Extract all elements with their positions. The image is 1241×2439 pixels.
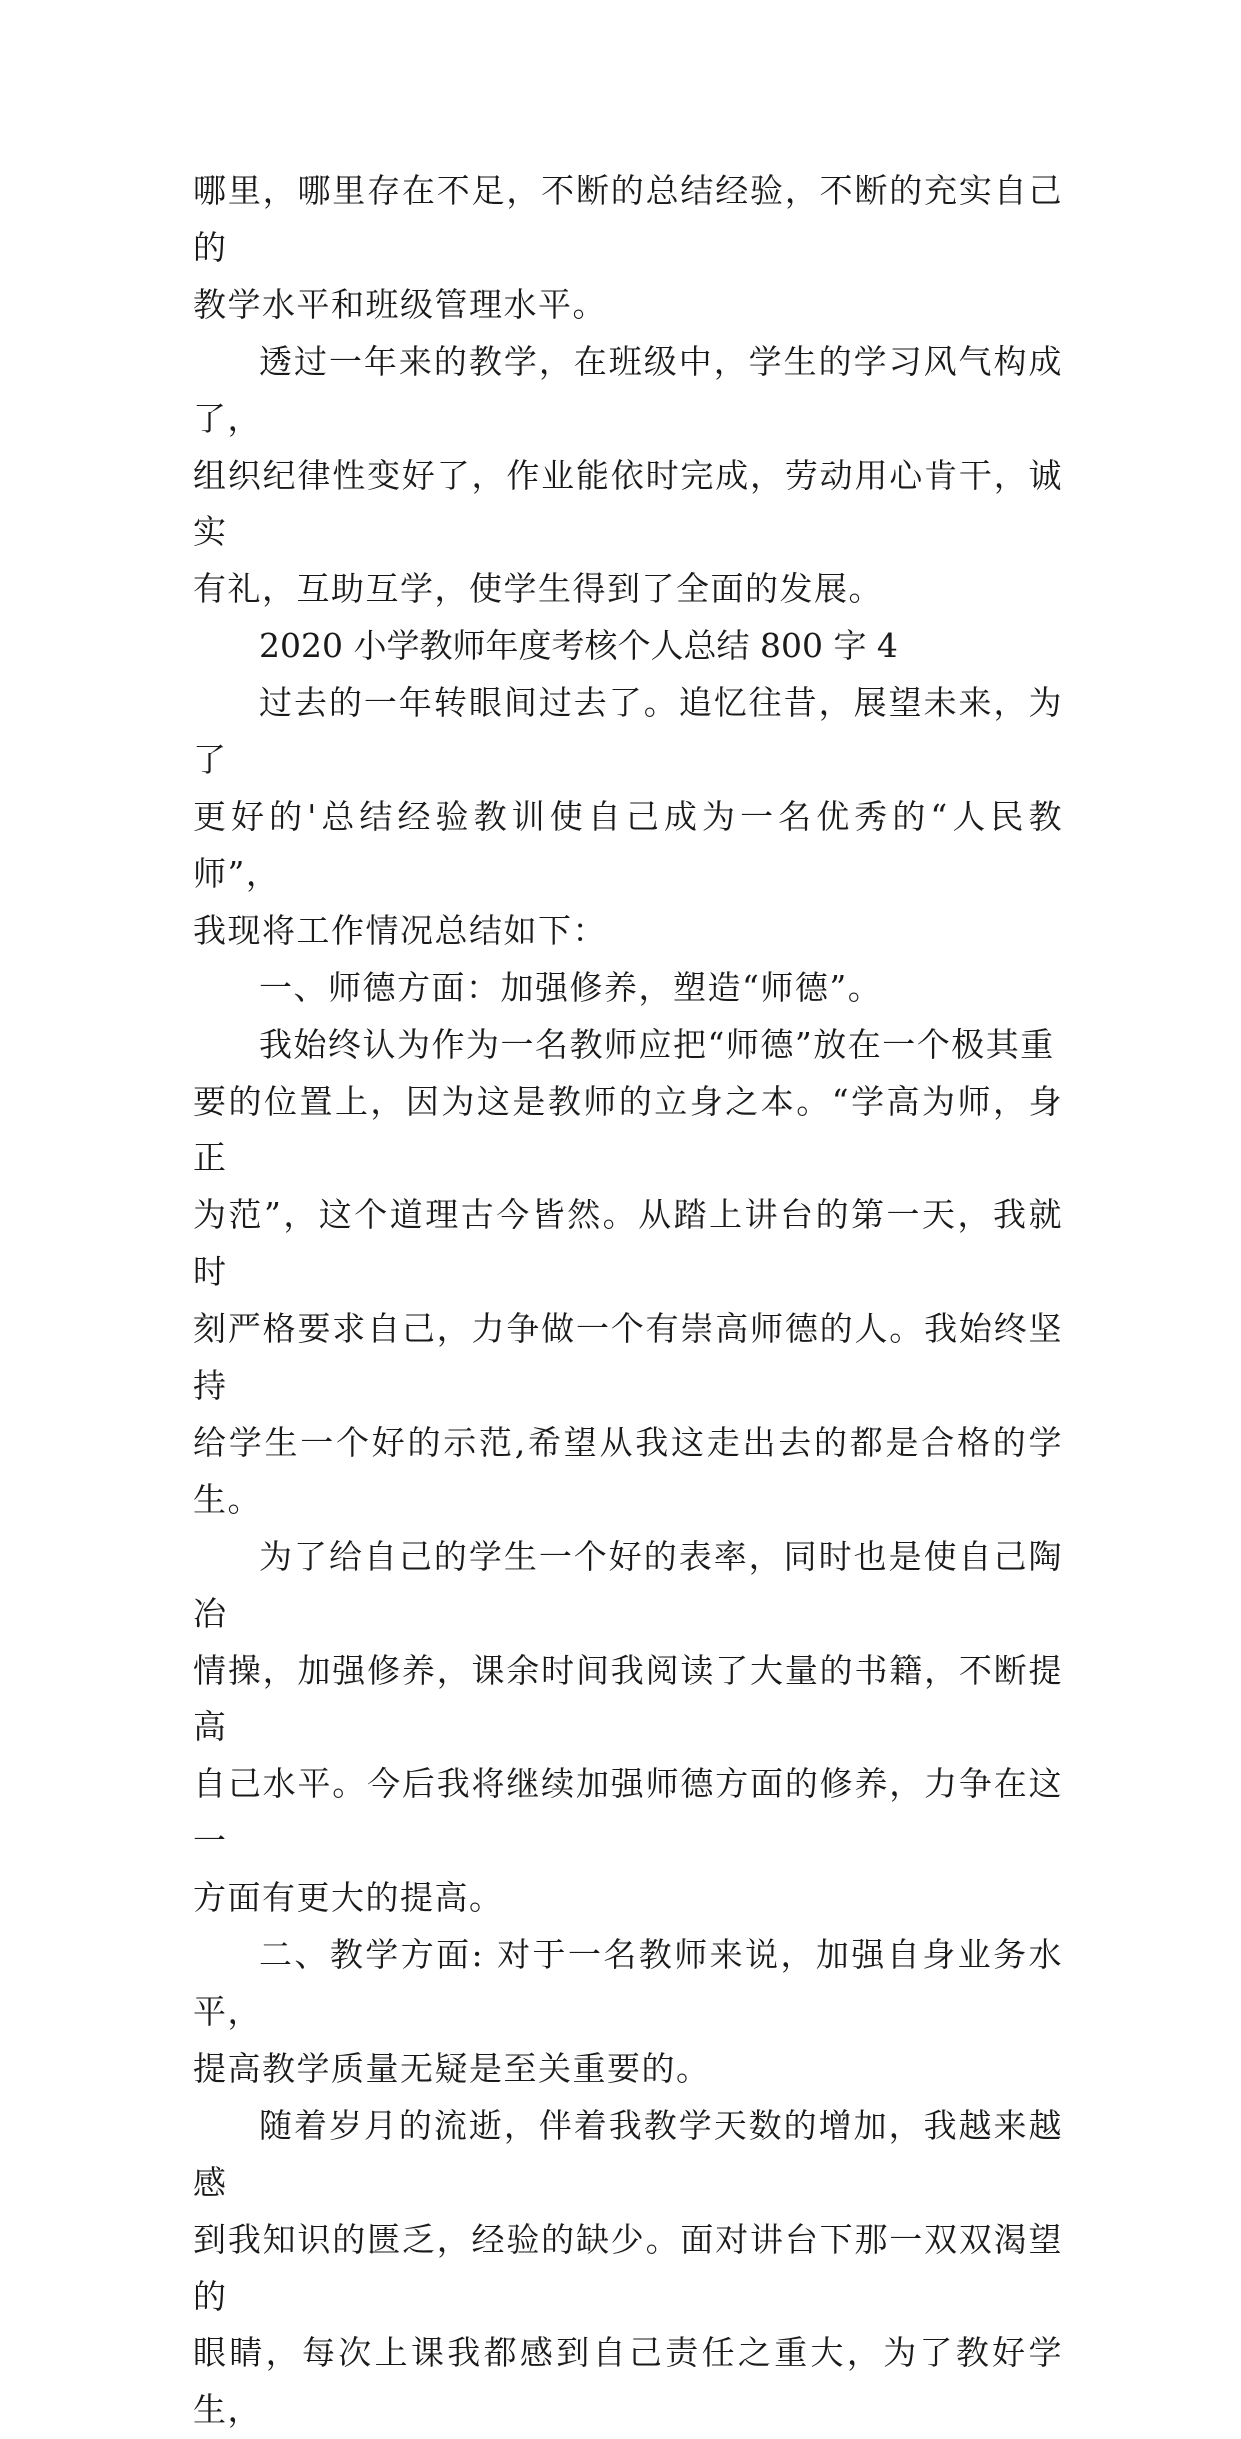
- paragraph-continued-reflection: 哪里，哪里存在不足，不断的总结经验，不断的充实自己的 教学水平和班级管理水平。: [193, 171, 1063, 324]
- section-title-summary-4: 2020 小学教师年度考核个人总结 800 字 4: [259, 626, 898, 666]
- heading-teaching: 二、教学方面: 对于一名教师来说，加强自身业务水平， 提高教学质量无疑是至关重要的。: [193, 1935, 1063, 2088]
- paragraph-introduction: 过去的一年转眼间过去了。追忆往昔，展望未来，为了 更好的'总结经验教训使自己成为一名优秀的“人民教师”， 我现将工作情况总结如下：: [193, 683, 1063, 950]
- paragraph-self-cultivation: 为了给自己的学生一个好的表率，同时也是使自己陶冶 情操，加强修养，课余时间我阅读了大量的书籍，不断提高 自己水平。今后我将继续加强师德方面的修养，力争在这一 方面有更大的提高。: [193, 1536, 1063, 1918]
- paragraph-ethics-importance: 我始终认为作为一名教师应把“师德”放在一个极其重 要的位置上，因为这是教师的立身之本。“学高为师，身正 为范”，这个道理古今皆然。从踏上讲台的第一天，我就时 刻严格要求自己，力争做一个有崇高师德的人。我始终坚持 给学生一个好的示范,希望从我这走出去的都是合格的学生。: [193, 1024, 1063, 1519]
- document-body: [193, 163, 1063, 2439]
- paragraph-class-results: 透过一年来的教学，在班级中，学生的学习风气构成了， 组织纪律性变好了，作业能依时完成，劳动用心肯干，诚实 有礼，互助互学，使学生得到了全面的发展。: [193, 341, 1063, 609]
- heading-teacher-ethics: 一、师德方面：加强修养，塑造“师德”。: [259, 967, 883, 1007]
- paragraph-teaching-growth: 随着岁月的流逝，伴着我教学天数的增加，我越来越感 到我知识的匮乏，经验的缺少。面对讲台下那一双双渴望的 眼睛，每次上课我都感到自己责任之重大，为了教好学生，: [193, 2105, 1063, 2430]
